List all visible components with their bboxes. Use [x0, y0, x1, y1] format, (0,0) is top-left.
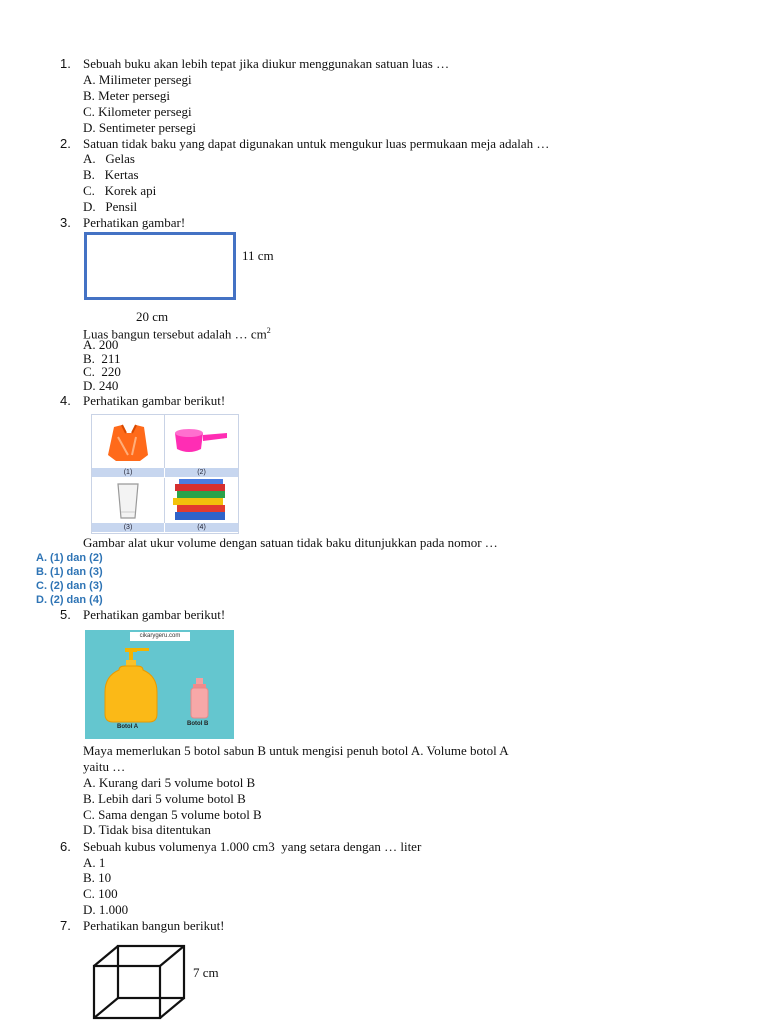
rectangle-figure — [84, 232, 236, 300]
q4-caption-2: (2) — [165, 468, 238, 477]
q6-option-b: B. 10 — [83, 870, 112, 885]
soap-bottles-picture — [85, 630, 234, 739]
q1-option-b: B. Meter persegi — [83, 88, 171, 103]
q3-text: Perhatikan gambar! — [83, 215, 186, 230]
q3-option-c: C. 220 — [83, 364, 121, 379]
q4-option-a: A. (1) dan (2) — [36, 552, 103, 564]
q5-text: Perhatikan gambar berikut! — [83, 607, 226, 622]
bottle-b-label: Botol B — [187, 721, 209, 727]
q4-caption-4: (4) — [165, 523, 238, 532]
q5-option-a: A. Kurang dari 5 volume botol B — [83, 775, 256, 790]
q7-number: 7. — [60, 918, 71, 933]
q4-caption-3: (3) — [92, 523, 164, 532]
q1-number: 1. — [60, 56, 71, 71]
q2-option-c: C. Korek api — [83, 183, 157, 198]
water-dipper-picture — [165, 415, 238, 468]
plastic-bag-icon — [92, 415, 164, 468]
q3-question-text: Luas bangun tersebut adalah … cm — [83, 326, 267, 342]
q5-question-line-2: yaitu … — [83, 759, 126, 774]
q2-option-a: A. Gelas — [83, 151, 135, 166]
q1-option-c: C. Kilometer persegi — [83, 104, 192, 119]
q5-option-d: D. Tidak bisa ditentukan — [83, 822, 211, 837]
q3-option-b: B. 211 — [83, 351, 121, 366]
q3-question-superscript: 2 — [266, 326, 271, 335]
q1-option-d: D. Sentimeter persegi — [83, 120, 196, 135]
q1-option-a: A. Milimeter persegi — [83, 72, 192, 87]
q3-number: 3. — [60, 215, 71, 230]
q3-width-label: 20 cm — [136, 309, 169, 324]
q3-option-a: A. 200 — [83, 337, 119, 352]
q2-option-d: D. Pensil — [83, 199, 138, 214]
q4-image-grid — [91, 414, 239, 534]
q6-option-d: D. 1.000 — [83, 902, 129, 917]
drinking-glass-icon — [92, 478, 164, 523]
q1-text: Sebuah buku akan lebih tepat jika diukur menggunakan satuan luas … — [83, 56, 450, 71]
plastic-bag-picture — [92, 415, 165, 468]
cube-figure — [90, 942, 190, 1022]
q2-number: 2. — [60, 136, 71, 151]
q5-option-c: C. Sama dengan 5 volume botol B — [83, 807, 262, 822]
q5-question-line-1: Maya memerlukan 5 botol sabun B untuk mengisi penuh botol A. Volume botol A — [83, 743, 509, 758]
q6-text: Sebuah kubus volumenya 1.000 cm3 yang setara dengan … liter — [83, 839, 422, 854]
q6-option-a: A. 1 — [83, 855, 106, 870]
q4-text: Perhatikan gambar berikut! — [83, 393, 226, 408]
image-watermark-url: cikarygeru.com — [130, 632, 190, 641]
q7-text: Perhatikan bangun berikut! — [83, 918, 225, 933]
q4-caption-1: (1) — [92, 468, 164, 477]
q4-option-d: D. (2) dan (4) — [36, 594, 103, 606]
q5-number: 5. — [60, 607, 71, 622]
bottle-a-label: Botol A — [117, 724, 139, 730]
q7-edge-label: 7 cm — [193, 965, 219, 980]
q4-number: 4. — [60, 393, 71, 408]
q6-option-c: C. 100 — [83, 886, 118, 901]
q4-question: Gambar alat ukur volume dengan satuan tidak baku ditunjukkan pada nomor … — [83, 535, 498, 550]
q3-height-label: 11 cm — [242, 248, 274, 263]
book-stack-picture — [165, 478, 238, 523]
water-dipper-icon — [165, 415, 238, 468]
soap-bottles-icon — [85, 630, 234, 739]
q5-option-b: B. Lebih dari 5 volume botol B — [83, 791, 246, 806]
q6-number: 6. — [60, 839, 71, 854]
q2-option-b: B. Kertas — [83, 167, 139, 182]
q4-option-c: C. (2) dan (3) — [36, 580, 103, 592]
q4-option-b: B. (1) dan (3) — [36, 566, 103, 578]
q2-text: Satuan tidak baku yang dapat digunakan untuk mengukur luas permukaan meja adalah … — [83, 136, 550, 151]
drinking-glass-picture — [92, 478, 165, 523]
book-stack-icon — [165, 478, 238, 523]
q3-option-d: D. 240 — [83, 378, 119, 393]
